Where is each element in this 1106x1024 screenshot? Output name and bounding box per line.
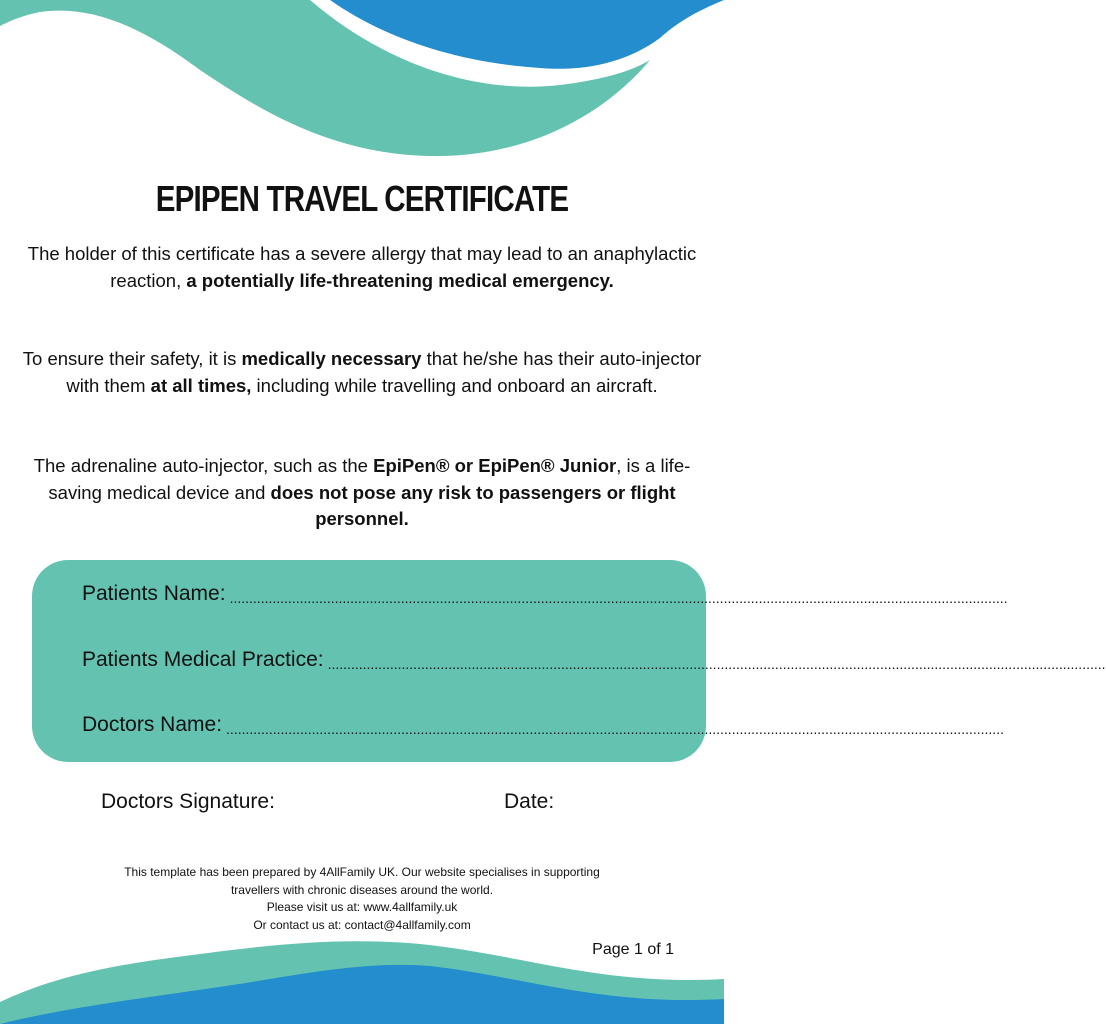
body-text: that he/she has their auto-injector with them [66,348,702,396]
emphasis-text: medically necessary [241,348,422,369]
certificate-title: EPIPEN TRAVEL CERTIFICATE [155,178,569,219]
top-wave-decoration [0,0,724,170]
footer-line: travellers with chronic diseases around the world. [230,882,494,897]
footer-website: Please visit us at: www.4allfamily.uk [266,900,458,914]
footer-line: This template has been prepared by 4AllFamily UK. Our website specialises in supporting [124,865,600,879]
patients-medical-practice-field[interactable] [82,648,1106,672]
field-label: Doctors Name: [82,713,223,736]
paragraph-necessity [20,346,704,399]
field-label: Patients Name: [82,582,226,605]
emphasis-text: does not pose any risk to passengers or flight personnel. [270,481,676,529]
fill-in-line[interactable]: ........................................................................................................................................................................................................ [226,721,1004,737]
page-number: Page 1 of 1 [592,941,674,958]
details-form-panel [32,560,1106,762]
fill-in-line[interactable]: ........................................................................................................................................................................................................ [229,590,1008,606]
body-text: The holder of this certificate has a severe allergy that may lead to an anaphylactic reaction, [27,243,697,291]
date-label: Date: [504,790,555,813]
emphasis-text: EpiPen® or EpiPen® Junior [373,455,617,476]
doctors-signature-label: Doctors Signature: [101,790,275,813]
emphasis-text: a potentially life-threatening medical emergency. [186,269,614,291]
fill-in-line[interactable]: ........................................................................................................................................................................................................ [327,656,1106,672]
paragraph-device [20,453,704,533]
paragraph-allergy [20,241,704,294]
field-label: Patients Medical Practice: [82,648,324,671]
body-text: , is a life-saving medical device and [48,455,691,503]
bottom-wave-decoration [0,924,724,1024]
body-text: To ensure their safety, it is [22,348,242,369]
body-text: including while travelling and onboard an aircraft. [251,374,658,396]
body-text: The adrenaline auto-injector, such as the [33,455,374,476]
doctors-name-field[interactable] [82,713,1004,737]
emphasis-text: at all times, [150,374,252,396]
patients-name-field[interactable] [82,582,1008,606]
footer-contact: Or contact us at: contact@4allfamily.com [253,917,471,932]
